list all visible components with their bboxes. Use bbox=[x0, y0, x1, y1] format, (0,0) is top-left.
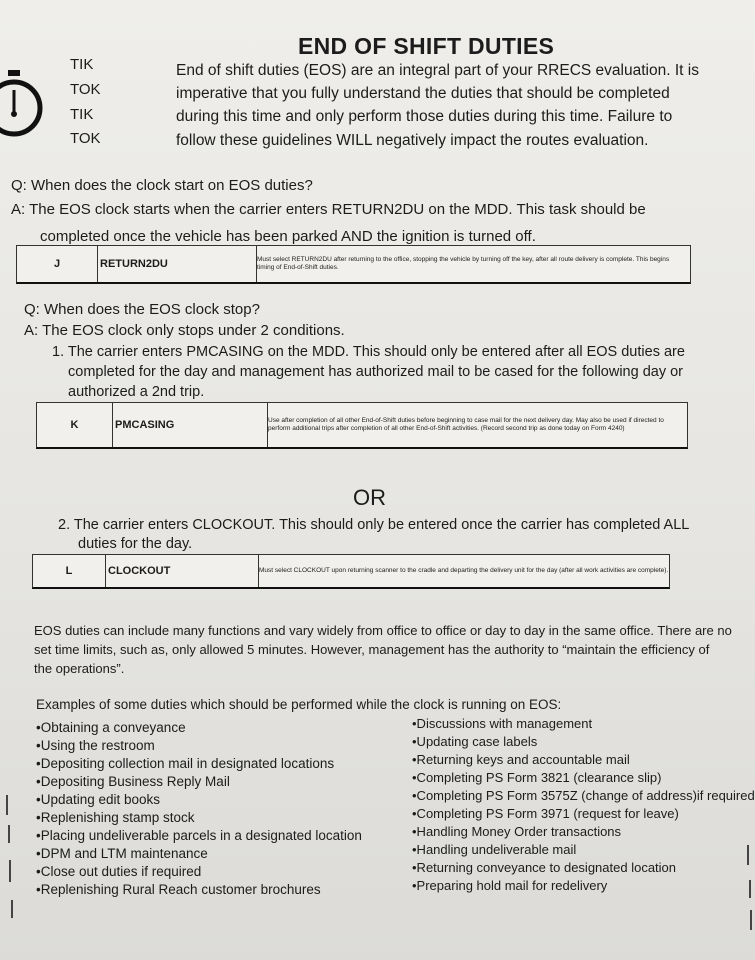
answer-2: A: The EOS clock only stops under 2 conditions. bbox=[24, 322, 345, 339]
tik-label: TIK bbox=[70, 106, 94, 123]
margin-mark bbox=[6, 795, 8, 815]
margin-mark bbox=[9, 860, 11, 882]
list-item: •Returning keys and accountable mail bbox=[412, 752, 630, 767]
intro-line: during this time and only perform those duties during this time. Failure to bbox=[176, 108, 673, 125]
eos-paragraph-line: EOS duties can include many functions and vary widely from office to office or day to day in the same office. There are no bbox=[34, 623, 732, 638]
list-item: •Updating edit books bbox=[36, 792, 161, 807]
margin-mark bbox=[747, 845, 749, 865]
intro-line: follow these guidelines WILL negatively impact the routes evaluation. bbox=[176, 132, 649, 149]
list-item: •Handling undeliverable mail bbox=[412, 842, 577, 857]
condition-1-line: authorized a 2nd trip. bbox=[68, 384, 205, 400]
intro-line: imperative that you fully understand the duties that should be completed bbox=[176, 85, 670, 102]
condition-1-line: completed for the day and management has authorized mail to be cased for the following day or bbox=[68, 364, 684, 380]
table-description: Use after completion of all other End-of-Shift duties before beginning to case mail for the next delivery day. May also be used if directed to perform additional trips after completion of all other End-of-Shift activities. (Record second trip as done today on Form 4240) bbox=[268, 417, 664, 432]
list-item: •Completing PS Form 3821 (clearance slip) bbox=[412, 770, 662, 785]
table-code: J bbox=[17, 246, 98, 282]
answer-1-line: A: The EOS clock starts when the carrier enters RETURN2DU on the MDD. This task should be bbox=[11, 201, 646, 218]
question-1: Q: When does the clock start on EOS duties? bbox=[11, 177, 313, 194]
list-item: •Close out duties if required bbox=[36, 864, 202, 879]
table-description: Must select CLOCKOUT upon returning scanner to the cradle and departing the delivery unit for the day (after all work activities are complete). bbox=[259, 567, 669, 574]
duties-left-list bbox=[36, 719, 362, 899]
condition-2-line: 2. The carrier enters CLOCKOUT. This should only be entered once the carrier has completed ALL bbox=[58, 517, 690, 533]
tok-label: TOK bbox=[70, 130, 101, 147]
stopwatch-icon bbox=[0, 70, 44, 138]
condition-1-line: 1. The carrier enters PMCASING on the MDD. This should only be entered after all EOS duties are bbox=[52, 344, 685, 360]
eos-paragraph-line: the operations”. bbox=[34, 661, 125, 676]
or-separator: OR bbox=[353, 485, 386, 510]
margin-mark bbox=[11, 900, 13, 918]
page-title: END OF SHIFT DUTIES bbox=[298, 33, 555, 59]
list-item: •Depositing Business Reply Mail bbox=[36, 774, 230, 789]
table-description: Must select RETURN2DU after returning to the office, stopping the vehicle by turning off the key, after all route delivery is complete. This begins timing of End-of-Shift duties. bbox=[257, 256, 670, 271]
code-table-clockout bbox=[32, 554, 670, 589]
duties-right-list bbox=[412, 715, 755, 895]
tok-label: TOK bbox=[70, 81, 101, 98]
table-code: K bbox=[37, 403, 113, 447]
list-item: •DPM and LTM maintenance bbox=[36, 846, 208, 861]
list-item: •Completing PS Form 3971 (request for leave) bbox=[412, 806, 679, 821]
table-task-name: RETURN2DU bbox=[97, 246, 257, 282]
list-item: •Using the restroom bbox=[36, 738, 155, 753]
list-item: •Updating case labels bbox=[412, 734, 538, 749]
list-item: •Replenishing stamp stock bbox=[36, 810, 195, 825]
list-item: •Handling Money Order transactions bbox=[412, 824, 622, 839]
list-item: •Returning conveyance to designated location bbox=[412, 860, 677, 875]
examples-heading: Examples of some duties which should be performed while the clock is running on EOS: bbox=[36, 697, 562, 712]
list-item: •Obtaining a conveyance bbox=[36, 720, 186, 735]
table-task-name: PMCASING bbox=[112, 403, 268, 447]
eos-paragraph-line: set time limits, such as, only allowed 5 minutes. However, management has the authority to “maintain the efficiency of bbox=[34, 642, 710, 657]
list-item: •Depositing collection mail in designated locations bbox=[36, 756, 335, 771]
list-item: •Preparing hold mail for redelivery bbox=[412, 878, 608, 893]
condition-2-line: duties for the day. bbox=[78, 536, 193, 552]
margin-mark bbox=[750, 910, 752, 930]
code-table-return2du bbox=[16, 245, 691, 284]
list-item: •Replenishing Rural Reach customer brochures bbox=[36, 882, 321, 897]
intro-line: End of shift duties (EOS) are an integral part of your RRECS evaluation. It is bbox=[176, 62, 699, 79]
code-table-pmcasing bbox=[36, 402, 688, 449]
list-item: •Completing PS Form 3575Z (change of address)if required bbox=[412, 788, 755, 803]
table-task-name: CLOCKOUT bbox=[105, 555, 259, 587]
answer-1-line: completed once the vehicle has been parked AND the ignition is turned off. bbox=[40, 228, 536, 245]
margin-mark bbox=[749, 880, 751, 898]
table-code: L bbox=[33, 555, 106, 587]
question-2: Q: When does the EOS clock stop? bbox=[24, 301, 260, 318]
tik-label: TIK bbox=[70, 56, 94, 73]
list-item: •Placing undeliverable parcels in a designated location bbox=[36, 828, 362, 843]
margin-mark bbox=[8, 825, 10, 843]
list-item: •Discussions with management bbox=[412, 716, 593, 731]
